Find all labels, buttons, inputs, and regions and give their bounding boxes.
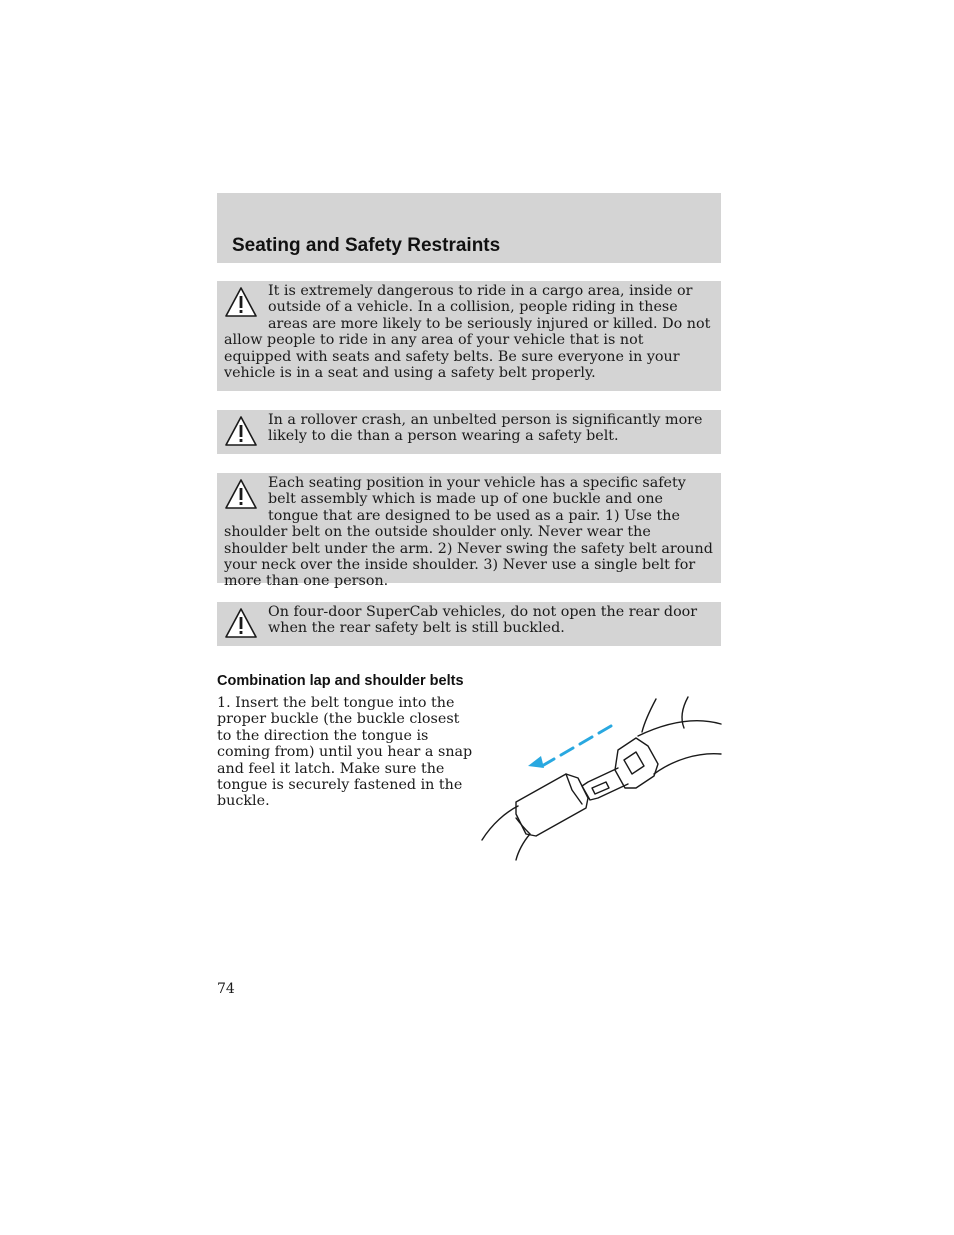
warning-box-cargo bbox=[217, 281, 721, 391]
seatbelt-buckle-illustration bbox=[478, 694, 723, 864]
warning-triangle-icon bbox=[224, 414, 258, 448]
warning-text: Each seating position in your vehicle has a specific safety belt assembly which is made up of one buckle and one tongue that are designed to be used as a pair. 1) Use the shoulder belt on the outside shoulder only. Never wear the shoulder belt under the arm. 2) Never swing the safety belt around your neck over the inside shoulder. 3) Never use a single belt for more than one person. bbox=[224, 475, 713, 590]
warning-box-seating-position bbox=[217, 473, 721, 590]
warning-text: It is extremely dangerous to ride in a cargo area, inside or outside of a vehicle. In a collision, people riding in these areas are more likely to be seriously injured or killed. Do not allow people to ride in any area of your vehicle that is not equipped with seats and safety belts. Be sure everyone in your vehicle is in a seat and using a safety belt properly. bbox=[224, 283, 711, 382]
warning-text: On four-door SuperCab vehicles, do not open the rear door when the rear safety belt is still buckled. bbox=[268, 604, 698, 637]
warning-text: In a rollover crash, an unbelted person is significantly more likely to die than a person wearing a safety belt. bbox=[268, 412, 703, 445]
section-subheading: Combination lap and shoulder belts bbox=[217, 673, 464, 689]
warning-triangle-icon bbox=[224, 606, 258, 640]
step-1-text: 1. Insert the belt tongue into the proper buckle (the buckle closest to the direction the tongue is coming from) until you hear a snap and feel it latch. Make sure the tongue is securely fastened in the buckle. bbox=[217, 695, 473, 810]
warning-triangle-icon bbox=[224, 285, 258, 319]
page-number: 74 bbox=[217, 981, 235, 997]
warning-box-rollover bbox=[217, 410, 721, 454]
warning-triangle-icon bbox=[224, 477, 258, 511]
section-header bbox=[217, 193, 721, 263]
page-title: Seating and Safety Restraints bbox=[232, 235, 501, 256]
warning-box-supercab bbox=[217, 602, 721, 646]
